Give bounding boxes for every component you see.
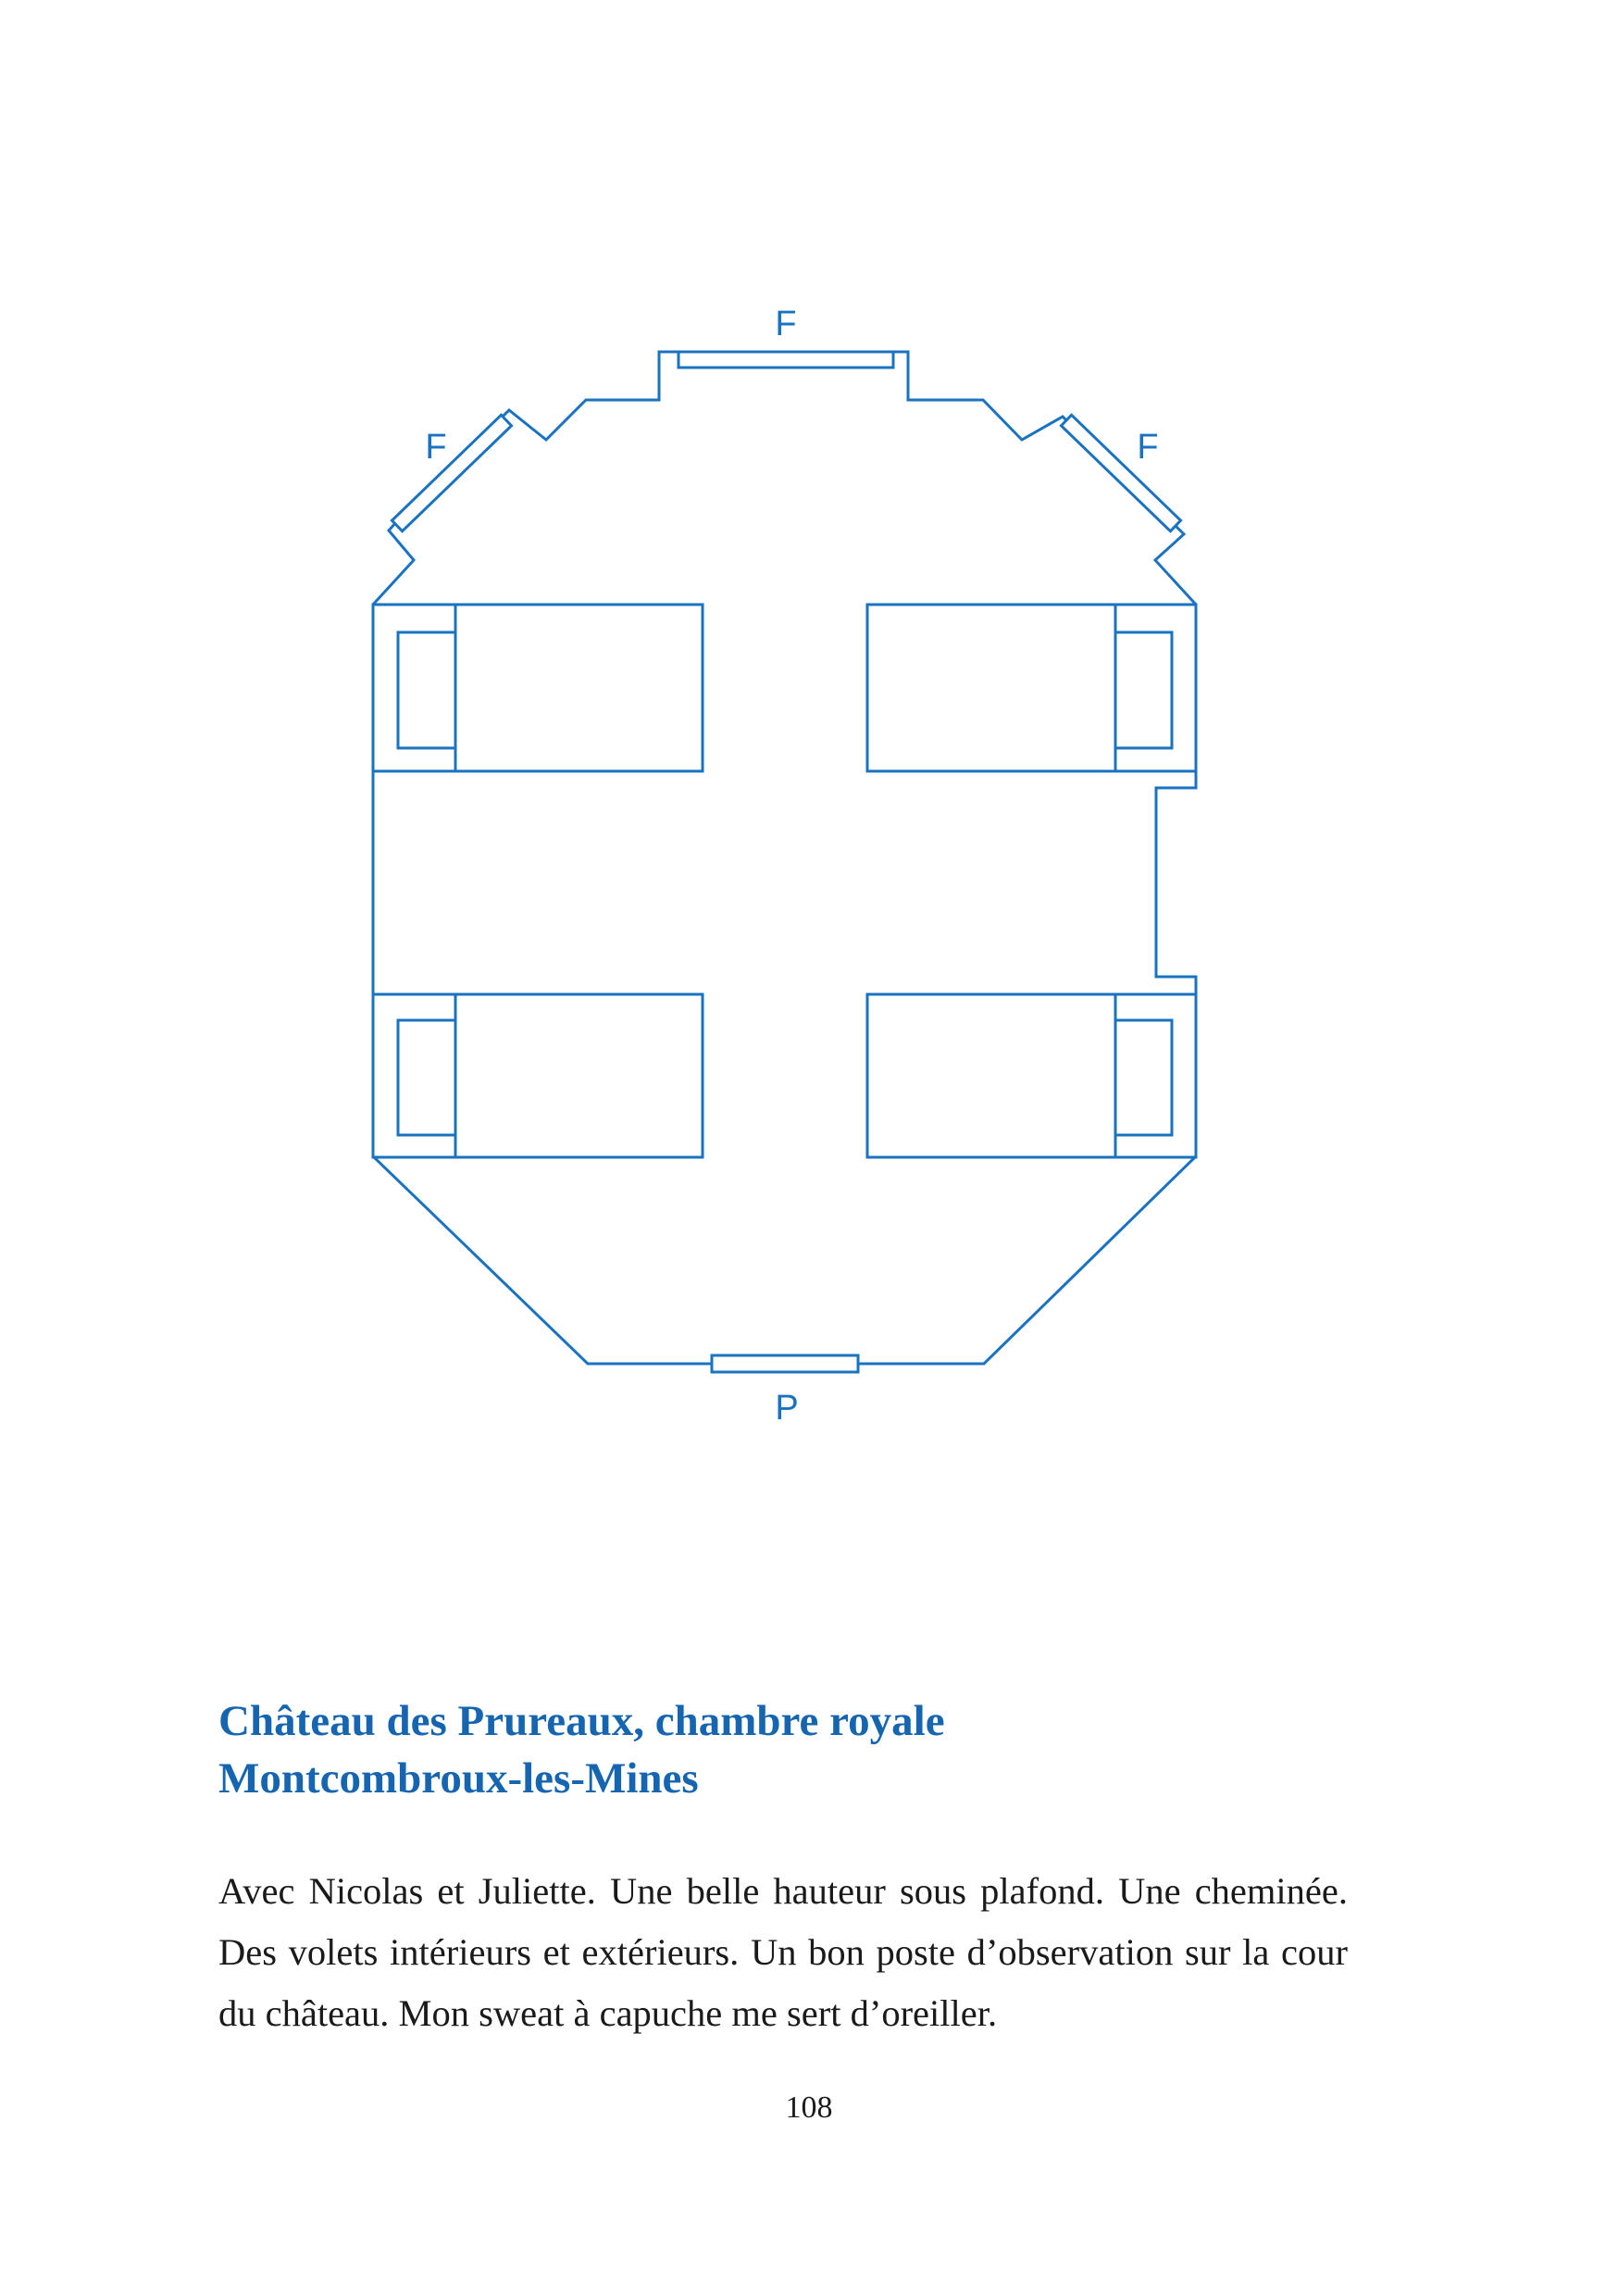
- window-top: [678, 352, 893, 368]
- door: [712, 1355, 858, 1372]
- bed-bottom-right: [867, 994, 1196, 1157]
- label-door: P: [775, 1389, 799, 1428]
- label-window-left: F: [425, 428, 447, 467]
- caption-body: Avec Nicolas et Juliette. Une belle hauteur sous plafond. Une cheminée. Des volets intérieurs et extérieurs. Un bon poste d’observation sur la cour du château. Mon sweat à capuche me sert d’oreiller.: [218, 1870, 1348, 2034]
- window-right: [1061, 415, 1180, 530]
- bed-top-left: [373, 605, 703, 771]
- pillow: [1115, 632, 1172, 748]
- title-line-1: Château des Prureaux, chambre royale: [218, 1697, 945, 1745]
- label-window-right: F: [1137, 428, 1159, 467]
- outer-wall: [373, 352, 1196, 1364]
- caption-title: [218, 1692, 1422, 1807]
- pillow: [398, 632, 455, 748]
- pillow: [1115, 1020, 1172, 1135]
- page-number: 108: [785, 2090, 833, 2125]
- title-line-2: Montcombroux-les-Mines: [218, 1754, 699, 1803]
- bed-top-right: [867, 605, 1196, 771]
- label-window-top: F: [775, 305, 797, 343]
- pillow: [398, 1020, 455, 1135]
- window-left: [392, 415, 511, 530]
- bed-bottom-left: [373, 994, 703, 1157]
